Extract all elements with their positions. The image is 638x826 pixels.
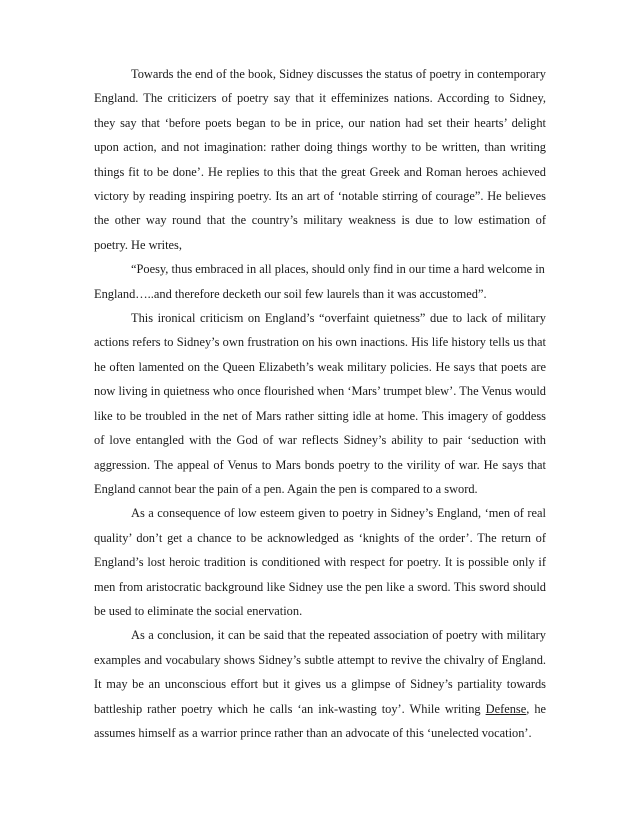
document-page xyxy=(94,62,546,745)
paragraph-low-esteem: As a consequence of low esteem given to poetry in Sidney’s England, ‘men of real quality’ don’t get a chance to be acknowledged as ‘knights of the order’. The return of England’s lost heroic tradition is conditioned with respect for poetry. It is possible only if men from aristocratic background like Sidney use the pen like a sword. This sword should be used to eliminate the social enervation. xyxy=(94,506,546,618)
block-quote-poesy: “Poesy, thus embraced in all places, should only find in our time a hard welcome in England…..and therefore decketh our soil few laurels than it was accustomed”. xyxy=(94,262,545,301)
paragraph-status-of-poetry: Towards the end of the book, Sidney discusses the status of poetry in contemporary England. The criticizers of poetry say that it effeminizes nations. According to Sidney, they say that ‘before poets began to be in price, our nation had set their hearts’ delight upon action, and not imagination: rather doing things worthy to be written, than writing things fit to be done’. He replies to this that the great Greek and Roman heroes achieved victory by reading inspiring poetry. Its an art of ‘notable stirring of courage”. He believes the other way round that the country’s military weakness is due to low estimation of poetry. He writes, xyxy=(94,67,546,252)
defense-title: Defense xyxy=(485,701,527,716)
conclusion-text-after: , he assumes himself as a warrior prince rather than an advocate of this ‘unelected vocation’. xyxy=(94,701,547,740)
conclusion-text-before: As a conclusion, it can be said that the repeated association of poetry with military examples and vocabulary shows Sidney’s subtle attempt to revive the chivalry of England. It may be an unconscious effort but it gives us a glimpse of Sidney’s partiality towards battleship rather poetry which he calls ‘an ink-wasting toy’. While writing xyxy=(94,628,546,716)
paragraph-ironical-criticism: This ironical criticism on England’s “overfaint quietness” due to lack of military actions refers to Sidney’s own frustration on his own inactions. His life history tells us that he often lamented on the Queen Elizabeth’s weak military policies. He says that poets are now living in quietness who once flourished when ‘Mars’ trumpet blew’. The Venus would like to be troubled in the net of Mars rather sitting idle at home. This imagery of goddess of love entangled with the God of war reflects Sidney’s ability to pair ‘seduction with aggression. The appeal of Venus to Mars bonds poetry to the virility of war. He says that England cannot bear the pain of a pen. Again the pen is compared to a sword. xyxy=(94,311,546,496)
paragraph-conclusion xyxy=(94,623,546,745)
